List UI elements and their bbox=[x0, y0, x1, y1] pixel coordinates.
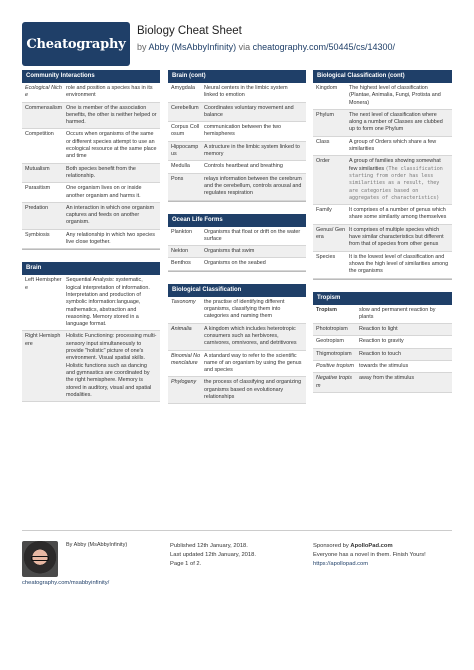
footer-by: By bbox=[66, 542, 73, 548]
row-definition-text: Organisms that swim bbox=[204, 248, 255, 255]
row-term: Tropism bbox=[316, 306, 337, 313]
row-definition bbox=[66, 205, 157, 227]
table-row bbox=[313, 305, 452, 325]
author-avatar[interactable] bbox=[22, 541, 58, 577]
row-term: Plankton bbox=[171, 228, 192, 235]
brain-cont-box bbox=[168, 70, 306, 207]
footer-author bbox=[66, 542, 127, 548]
row-definition bbox=[204, 85, 303, 100]
footer-author-link[interactable]: cheatography.com/msabbyinfinity/ bbox=[22, 580, 110, 586]
row-definition bbox=[66, 166, 157, 181]
row-definition-text: One is member of the association benefits, the other is neither helped or harmed. bbox=[66, 104, 157, 126]
table-row bbox=[168, 122, 306, 142]
table-row bbox=[313, 349, 452, 361]
row-definition-text: relays information between the cerebrum and the cerebellum, controls arousal and regulates respiration bbox=[204, 175, 302, 197]
row-term: Thigmotropism bbox=[316, 350, 352, 357]
sheet-url-link[interactable]: cheatography.com/50445/cs/14300/ bbox=[252, 42, 396, 52]
row-term: Parasitism bbox=[25, 185, 51, 192]
row-definition bbox=[204, 260, 303, 267]
row-definition bbox=[359, 351, 449, 358]
table-row bbox=[168, 258, 306, 270]
row-term: Amygdala bbox=[171, 85, 195, 91]
published-date: Published 12th January, 2018. bbox=[170, 543, 248, 549]
table-row bbox=[168, 161, 306, 173]
row-definition-text: Organisms on the seabed bbox=[204, 260, 266, 267]
row-definition bbox=[349, 85, 449, 107]
row-definition bbox=[359, 363, 449, 370]
row-definition-text: A kingdom which includes heterotropic consumers such as herbivores, carnivores, omnivores, and detritivores bbox=[204, 325, 297, 347]
table-row bbox=[313, 373, 452, 393]
row-term: Genus/ Genera bbox=[316, 226, 346, 241]
cheatography-logo[interactable]: Cheatography bbox=[22, 22, 130, 66]
table-row bbox=[22, 83, 160, 103]
table-row bbox=[22, 331, 160, 402]
row-definition-text: Both species benefit from the relationship. bbox=[66, 165, 136, 179]
row-definition-text: away from the stimulus bbox=[359, 375, 415, 382]
row-term: Phototropism bbox=[316, 326, 348, 333]
byline-by: by bbox=[137, 42, 147, 52]
page-title: Biology Cheat Sheet bbox=[137, 25, 242, 37]
footer bbox=[22, 530, 452, 600]
table-row bbox=[168, 142, 306, 162]
row-definition bbox=[204, 176, 303, 198]
table-row bbox=[168, 174, 306, 201]
row-definition-text: A group of families showing somewhat few similarities bbox=[349, 158, 441, 172]
row-definition-text: A structure in the limbic system linked to memory bbox=[204, 143, 300, 158]
row-definition bbox=[204, 229, 303, 244]
byline bbox=[137, 42, 395, 52]
table-row bbox=[168, 83, 306, 103]
row-definition-text: Holistic Functioning: processing multi-sensory input simultaneously to provide "holistic" picture of one's environment. Visual spatial skills. Holistic functions such as dancing and gymnastics are coordinated by the right hemisphere. Memory is stored in auditory, visual and spatial modalities. bbox=[66, 333, 157, 398]
row-definition bbox=[66, 105, 157, 127]
row-term: Animalia bbox=[171, 325, 192, 332]
table-row bbox=[22, 203, 160, 230]
brain-box bbox=[22, 262, 160, 402]
row-term: Class bbox=[316, 138, 330, 145]
row-definition bbox=[66, 277, 157, 328]
table-row bbox=[313, 324, 452, 336]
table-row bbox=[22, 183, 160, 203]
row-definition bbox=[359, 307, 449, 322]
row-term: Phylogeny bbox=[171, 379, 197, 386]
row-term: Symbiosis bbox=[25, 231, 50, 238]
row-definition bbox=[204, 326, 303, 348]
row-term: Predation bbox=[25, 204, 49, 211]
row-definition-text: Coordinates voluntary movement and balance bbox=[204, 104, 294, 118]
table-row bbox=[168, 351, 306, 378]
row-definition-text: Neural centers in the limbic system linked to emotion bbox=[204, 85, 288, 99]
row-term: Mutualism bbox=[25, 165, 50, 172]
row-definition-text: Reaction to touch bbox=[359, 350, 401, 357]
row-definition-text: the practise of identifying different organisms, classifying them into categories and naming them bbox=[204, 298, 285, 320]
row-term: Ecological Niche bbox=[25, 85, 62, 99]
section-header: Community Interactions bbox=[22, 70, 160, 83]
row-term: Positive tropism bbox=[316, 363, 355, 370]
row-definition bbox=[349, 112, 449, 134]
biological-classification-box bbox=[168, 284, 306, 405]
header bbox=[22, 22, 452, 68]
section-header: Ocean Life Forms bbox=[168, 214, 306, 227]
row-definition-text: It comprises of a number of genus which share some similarity among themselves bbox=[349, 207, 447, 221]
author-link[interactable]: Abby (MsAbbyInfinity) bbox=[148, 42, 237, 52]
row-term: Pons bbox=[171, 175, 184, 182]
row-definition-text: It comprises of multiple species which have similar characteristics but different from that of species from other genus bbox=[349, 226, 444, 248]
row-definition bbox=[204, 163, 303, 170]
section-header: Brain bbox=[22, 262, 160, 275]
row-definition bbox=[349, 254, 449, 276]
row-definition bbox=[204, 124, 303, 139]
row-definition bbox=[349, 227, 449, 249]
row-definition-text: A standard way to refer to the scientific name of an organism by using the genus and species bbox=[204, 352, 302, 374]
row-definition bbox=[204, 105, 303, 120]
table-row bbox=[313, 336, 452, 348]
table-row bbox=[313, 205, 452, 225]
row-term: Geotropism bbox=[316, 338, 344, 345]
table-row bbox=[22, 129, 160, 163]
row-term: Right Hemisphere bbox=[25, 333, 61, 347]
sponsor-info bbox=[313, 542, 426, 569]
row-term: Corpus Collosum bbox=[171, 124, 200, 138]
row-definition bbox=[204, 379, 303, 401]
row-definition-text: The highest level of classification (Plantae, Animalia, Fungi, Protista and Monera) bbox=[349, 85, 441, 106]
row-definition-text: role and position a species has in its environment bbox=[66, 85, 153, 99]
row-definition bbox=[349, 207, 449, 222]
row-term: Phylum bbox=[316, 111, 334, 118]
table-row bbox=[313, 225, 452, 252]
row-term: Family bbox=[316, 207, 332, 214]
glasses-icon bbox=[31, 556, 49, 561]
row-definition bbox=[359, 338, 449, 345]
row-term: Order bbox=[316, 158, 330, 165]
table-row bbox=[168, 297, 306, 324]
row-definition-text: Controls heartbeat and breathing bbox=[204, 163, 283, 170]
section-header: Brain (cont) bbox=[168, 70, 306, 83]
row-definition-text: the process of classifying and organizing organisms based on evolutionary relationships bbox=[204, 379, 302, 401]
row-definition bbox=[66, 85, 157, 100]
table-row bbox=[22, 275, 160, 331]
row-definition bbox=[204, 353, 303, 375]
row-term: Negative tropism bbox=[316, 375, 352, 389]
row-definition-text: slow and permanent reaction by plants bbox=[359, 306, 436, 320]
table-row bbox=[22, 103, 160, 130]
sponsor-prefix: Sponsored by bbox=[313, 543, 349, 549]
row-definition bbox=[349, 139, 449, 154]
column-1 bbox=[22, 70, 160, 409]
table-row bbox=[313, 137, 452, 157]
footer-author-name[interactable]: Abby (MsAbbyInfinity) bbox=[73, 542, 128, 548]
row-definition bbox=[66, 185, 157, 200]
tropism-box bbox=[313, 292, 452, 393]
sponsor-url[interactable]: https://apollopad.com bbox=[313, 561, 369, 567]
publication-info bbox=[170, 542, 256, 569]
row-term: Commensalism bbox=[25, 104, 63, 111]
row-term: Medulla bbox=[171, 163, 190, 170]
row-definition bbox=[359, 375, 449, 390]
row-term: Hippocampus bbox=[171, 143, 199, 158]
community-interactions-box bbox=[22, 70, 160, 255]
sponsor-text: Everyone has a novel in them. Finish Yours! bbox=[313, 552, 426, 558]
row-definition bbox=[204, 299, 303, 321]
row-definition-text: One organism lives on or inside another organism and harms it. bbox=[66, 185, 142, 199]
row-term: Competition bbox=[25, 131, 54, 138]
byline-via: via bbox=[238, 42, 251, 52]
row-term: Kingdom bbox=[316, 85, 338, 91]
updated-date: Last updated 12th January, 2018. bbox=[170, 552, 256, 558]
row-definition bbox=[66, 131, 157, 160]
row-term: Nekton bbox=[171, 248, 189, 255]
row-definition-text: A group of Orders which share a few similarities bbox=[349, 138, 437, 153]
table-row bbox=[313, 361, 452, 373]
ocean-life-box bbox=[168, 214, 306, 277]
row-definition bbox=[204, 248, 303, 255]
table-row bbox=[168, 227, 306, 247]
row-term: Benthos bbox=[171, 260, 191, 267]
sponsor-name[interactable]: ApolloPad.com bbox=[350, 543, 393, 549]
table-row bbox=[22, 230, 160, 250]
table-row bbox=[313, 83, 452, 110]
row-term: Taxonomy bbox=[171, 298, 196, 305]
row-definition-text: It is the lowest level of classification and shows the high level of similarities among the organisms bbox=[349, 253, 449, 275]
table-row bbox=[168, 324, 306, 351]
row-term: Cerebellum bbox=[171, 104, 199, 111]
row-definition bbox=[359, 326, 449, 333]
section-header: Tropism bbox=[313, 292, 452, 305]
row-definition-text: An interaction in which one organism captures and feeds on another organism. bbox=[66, 204, 155, 226]
page-number: Page 1 of 2. bbox=[170, 561, 202, 567]
row-definition bbox=[349, 158, 449, 202]
column-2 bbox=[168, 70, 306, 411]
row-definition-text: Sequential Analysis: systematic, logical interpretation of information. Interpretation and production of symbolic information:language, mathematics, abstraction and reasoning. Memory stored in a language format. bbox=[66, 277, 150, 328]
row-definition-text: Occurs when organisms of the same or different species attempt to use an ecological resource at the same place and time bbox=[66, 131, 157, 160]
table-row bbox=[313, 252, 452, 279]
row-note: (The classification starting from order has less similarities as a result, they are categories based on aggregates of characteristics) bbox=[349, 165, 443, 201]
section-header: Biological Classification (cont) bbox=[313, 70, 452, 83]
row-definition-text: Organisms that float or drift on the water surface bbox=[204, 228, 301, 242]
row-definition-text: Reaction to light bbox=[359, 326, 398, 333]
table-row bbox=[168, 377, 306, 404]
row-definition-text: communication between the two hemispheres bbox=[204, 124, 282, 138]
row-definition-text: Any relationship in which two species live close together. bbox=[66, 231, 155, 246]
section-header: Biological Classification bbox=[168, 284, 306, 297]
column-3 bbox=[313, 70, 452, 400]
row-term: Binomial Nomenclature bbox=[171, 352, 201, 366]
table-row bbox=[313, 110, 452, 137]
row-definition bbox=[66, 333, 157, 399]
table-row bbox=[168, 103, 306, 123]
row-definition-text: The next level of classification where along a number of Classes are clubbed up to form one Phylum bbox=[349, 111, 443, 133]
row-definition bbox=[204, 144, 303, 159]
row-definition bbox=[66, 232, 157, 247]
row-definition-text: Reaction to gravity bbox=[359, 338, 404, 345]
row-term: Left Hemisphere bbox=[25, 277, 62, 291]
table-row bbox=[22, 164, 160, 184]
row-definition-text: towards the stimulus bbox=[359, 363, 409, 370]
row-term: Species bbox=[316, 253, 336, 260]
biological-classification-cont-box bbox=[313, 70, 452, 285]
table-row bbox=[168, 246, 306, 258]
table-row bbox=[313, 156, 452, 205]
